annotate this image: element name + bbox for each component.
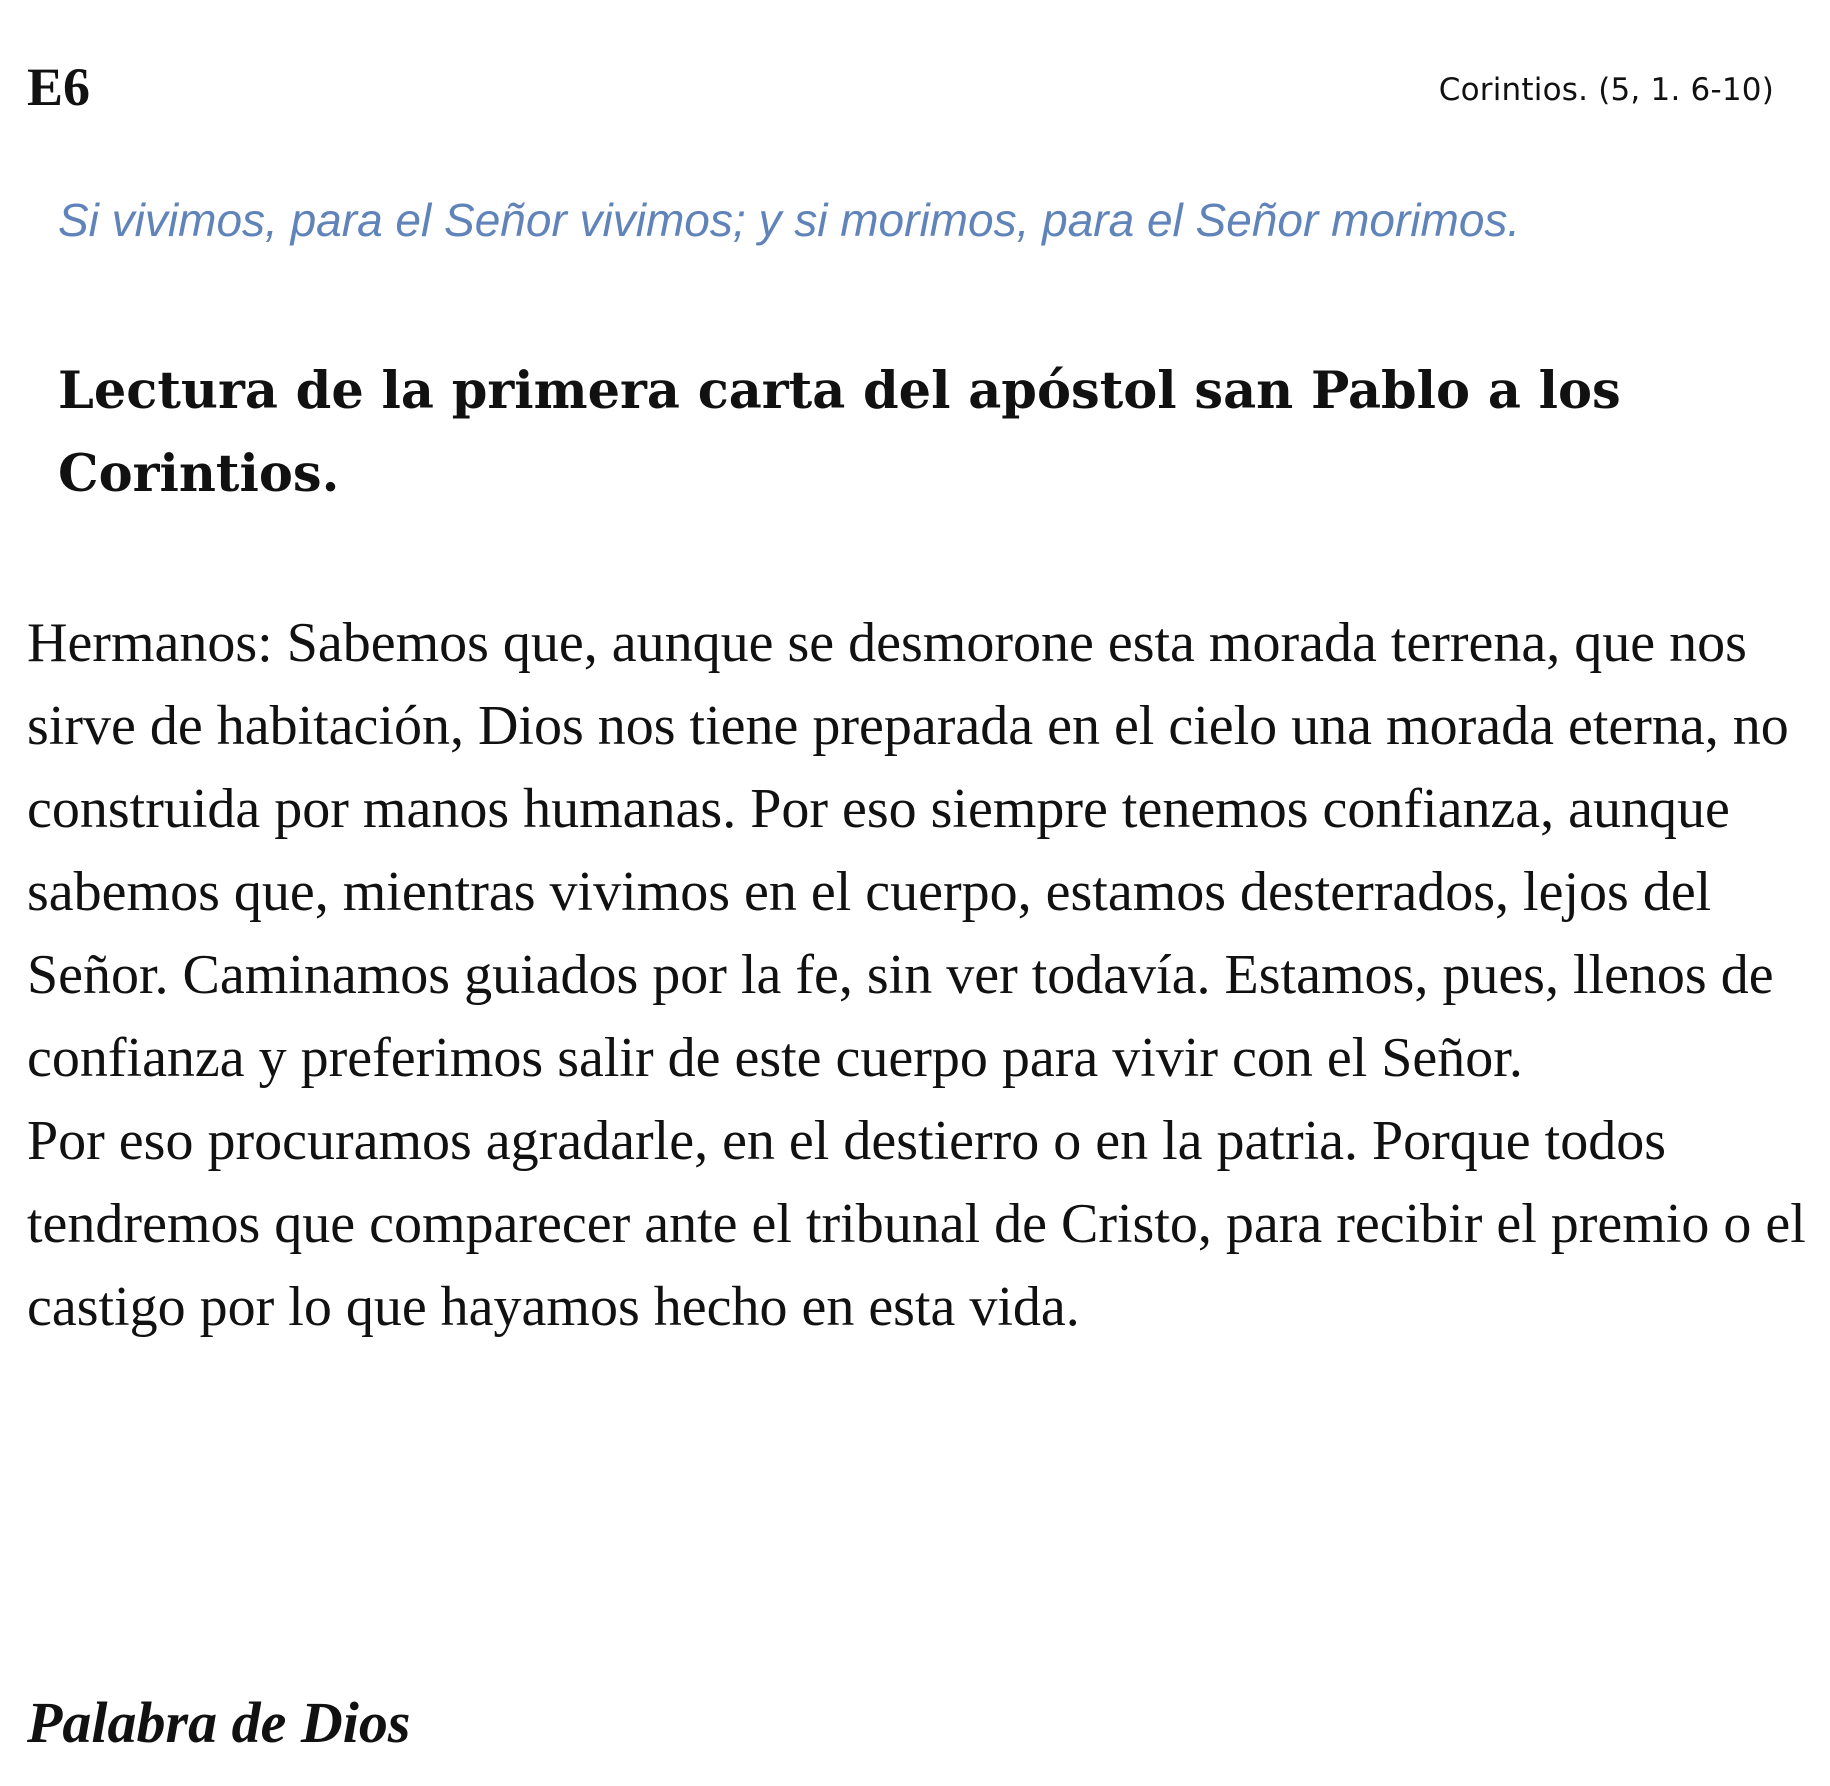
- scripture-reference: Corintios. (5, 1. 6-10): [1438, 72, 1774, 108]
- antiphon-text: Si vivimos, para el Señor vivimos; y si morimos, para el Señor morimos.: [58, 194, 1521, 246]
- reading-code: E6: [27, 57, 91, 117]
- reading-title: Lectura de la primera carta del apóstol san Pablo a los Corintios.: [58, 361, 1621, 504]
- reading-paragraph: Hermanos: Sabemos que, aunque se desmorone esta morada terrena, que nos sirve de habitación, Dios nos tiene preparada en el cielo una morada eterna, no construida por manos humanas. Por eso siempre tenemos confianza, aunque sabemos que, mientras vivimos en el cuerpo, estamos desterrados, lejos del Señor. Caminamos guiados por la fe, sin ver todavía. Estamos, pues, llenos de confianza y preferimos salir de este cuerpo para vivir con el Señor.: [27, 612, 1789, 1089]
- closing-acclamation: Palabra de Dios: [27, 1690, 411, 1755]
- reading-body: [27, 602, 1817, 1349]
- reading-paragraph: Por eso procuramos agradarle, en el destierro o en la patria. Porque todos tendremos que comparecer ante el tribunal de Cristo, para recibir el premio o el castigo por lo que hayamos hecho en esta vida.: [27, 1110, 1806, 1338]
